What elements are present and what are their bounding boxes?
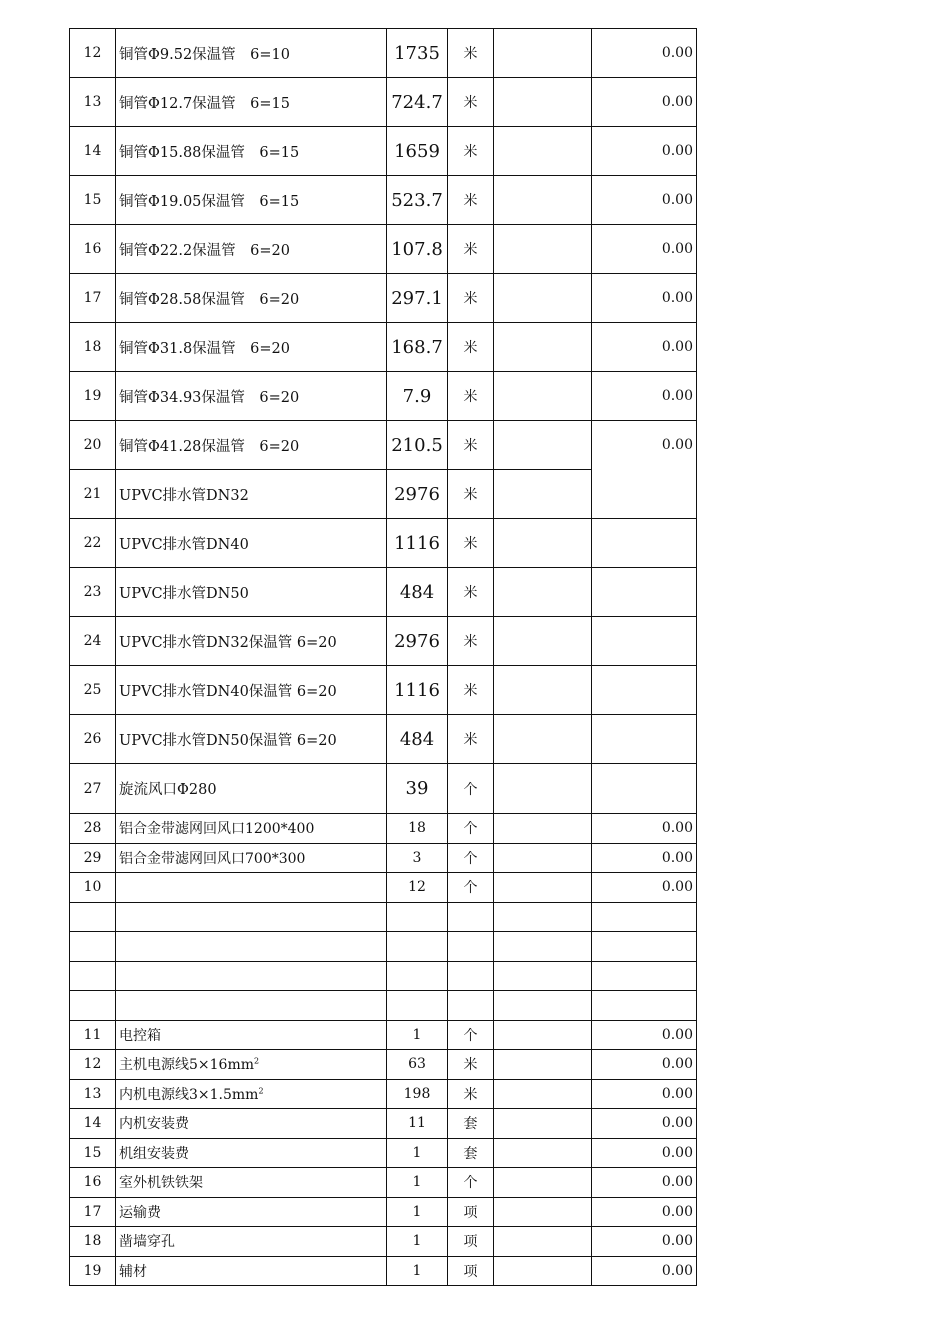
table-row — [70, 873, 697, 903]
item-name-text: UPVC排水管DN50 — [119, 585, 249, 602]
unit: 个 — [448, 814, 494, 844]
unit-price — [494, 1050, 592, 1080]
empty-cell — [494, 932, 592, 962]
row-number: 12 — [70, 1050, 116, 1080]
item-name — [116, 873, 387, 903]
empty-cell — [448, 991, 494, 1021]
unit-price — [494, 568, 592, 617]
item-name-text: 铜管Φ9.52保温管 6=10 — [119, 46, 290, 63]
item-name — [116, 666, 387, 715]
empty-row — [70, 961, 697, 991]
amount — [592, 617, 697, 666]
table-row — [70, 568, 697, 617]
item-name — [116, 274, 387, 323]
quantity: 1 — [387, 1020, 448, 1050]
amount — [592, 568, 697, 617]
quantity: 1 — [387, 1168, 448, 1198]
unit: 个 — [448, 1020, 494, 1050]
row-number: 20 — [70, 421, 116, 470]
quantity-table — [69, 28, 697, 1286]
row-number: 15 — [70, 176, 116, 225]
item-name — [116, 421, 387, 470]
table-row — [70, 1256, 697, 1286]
item-name — [116, 372, 387, 421]
item-name-text: 铜管Φ34.93保温管 6=20 — [119, 389, 300, 406]
empty-cell — [387, 902, 448, 932]
row-number: 28 — [70, 814, 116, 844]
row-number: 12 — [70, 29, 116, 78]
table-row — [70, 274, 697, 323]
row-number: 27 — [70, 764, 116, 814]
quantity: 11 — [387, 1109, 448, 1139]
empty-cell — [592, 991, 697, 1021]
amount: 0.00 — [592, 1227, 697, 1257]
unit: 米 — [448, 225, 494, 274]
row-number: 21 — [70, 470, 116, 519]
item-name-text: 凿墙穿孔 — [119, 1234, 175, 1251]
item-name-text: 铜管Φ28.58保温管 6=20 — [119, 291, 300, 308]
item-name — [116, 1138, 387, 1168]
unit: 米 — [448, 29, 494, 78]
quantity: 2976 — [387, 617, 448, 666]
row-number: 29 — [70, 843, 116, 873]
item-name — [116, 1227, 387, 1257]
quantity: 168.7 — [387, 323, 448, 372]
quantity: 484 — [387, 568, 448, 617]
empty-cell — [116, 961, 387, 991]
table-row — [70, 78, 697, 127]
unit-price — [494, 1168, 592, 1198]
unit-price — [494, 470, 592, 519]
row-number: 13 — [70, 1079, 116, 1109]
unit-price — [494, 127, 592, 176]
item-name-text: 铜管Φ22.2保温管 6=20 — [119, 242, 290, 259]
row-number: 25 — [70, 666, 116, 715]
unit-price — [494, 225, 592, 274]
amount: 0.00 — [592, 29, 697, 78]
unit-price — [494, 666, 592, 715]
unit-price — [494, 29, 592, 78]
row-number: 24 — [70, 617, 116, 666]
row-number: 22 — [70, 519, 116, 568]
table-row — [70, 617, 697, 666]
quantity: 3 — [387, 843, 448, 873]
unit: 个 — [448, 1168, 494, 1198]
item-name-text: 主机电源线5×16mm — [119, 1057, 255, 1074]
unit-price — [494, 1227, 592, 1257]
item-name-text: 机组安装费 — [119, 1145, 189, 1162]
item-name-text: UPVC排水管DN50保温管 6=20 — [119, 732, 337, 749]
amount — [592, 666, 697, 715]
quantity: 107.8 — [387, 225, 448, 274]
item-name-text: 辅材 — [119, 1263, 147, 1280]
unit-price — [494, 1138, 592, 1168]
row-number: 18 — [70, 323, 116, 372]
row-number: 18 — [70, 1227, 116, 1257]
quantity: 724.7 — [387, 78, 448, 127]
item-name-text: 铜管Φ41.28保温管 6=20 — [119, 438, 300, 455]
row-number: 16 — [70, 225, 116, 274]
unit-price — [494, 1109, 592, 1139]
unit-price — [494, 519, 592, 568]
table-row — [70, 1227, 697, 1257]
item-name-text: 铜管Φ19.05保温管 6=15 — [119, 193, 300, 210]
unit: 米 — [448, 519, 494, 568]
unit: 米 — [448, 568, 494, 617]
table-row — [70, 323, 697, 372]
quantity: 1659 — [387, 127, 448, 176]
amount: 0.00 — [592, 873, 697, 903]
superscript: 2 — [254, 1056, 260, 1066]
unit-price — [494, 1197, 592, 1227]
empty-cell — [448, 902, 494, 932]
row-number: 23 — [70, 568, 116, 617]
quantity: 1116 — [387, 666, 448, 715]
item-name — [116, 323, 387, 372]
quantity: 1735 — [387, 29, 448, 78]
quantity: 12 — [387, 873, 448, 903]
empty-cell — [116, 991, 387, 1021]
amount: 0.00 — [592, 274, 697, 323]
table-row — [70, 519, 697, 568]
item-name — [116, 568, 387, 617]
unit-price — [494, 421, 592, 470]
item-name — [116, 814, 387, 844]
table-row — [70, 1168, 697, 1198]
table-row — [70, 29, 697, 78]
item-name-text: UPVC排水管DN40 — [119, 536, 249, 553]
amount — [592, 470, 697, 519]
row-number: 10 — [70, 873, 116, 903]
row-number: 14 — [70, 1109, 116, 1139]
unit: 套 — [448, 1109, 494, 1139]
unit: 米 — [448, 127, 494, 176]
unit: 米 — [448, 715, 494, 764]
amount: 0.00 — [592, 1256, 697, 1286]
amount: 0.00 — [592, 176, 697, 225]
superscript: 2 — [258, 1086, 264, 1096]
item-name — [116, 519, 387, 568]
item-name — [116, 127, 387, 176]
empty-cell — [494, 991, 592, 1021]
amount: 0.00 — [592, 814, 697, 844]
table-row — [70, 715, 697, 764]
amount: 0.00 — [592, 1197, 697, 1227]
empty-cell — [592, 902, 697, 932]
unit: 项 — [448, 1256, 494, 1286]
unit: 米 — [448, 666, 494, 715]
quantity: 210.5 — [387, 421, 448, 470]
unit: 个 — [448, 873, 494, 903]
quantity: 2976 — [387, 470, 448, 519]
empty-cell — [494, 902, 592, 932]
table-row — [70, 1197, 697, 1227]
amount — [592, 715, 697, 764]
empty-row — [70, 902, 697, 932]
item-name — [116, 1079, 387, 1109]
item-name — [116, 176, 387, 225]
amount: 0.00 — [592, 1109, 697, 1139]
item-name-text: 铜管Φ15.88保温管 6=15 — [119, 144, 300, 161]
item-name — [116, 78, 387, 127]
empty-cell — [70, 961, 116, 991]
unit-price — [494, 1020, 592, 1050]
table-row — [70, 372, 697, 421]
quantity: 1 — [387, 1197, 448, 1227]
table-row — [70, 470, 697, 519]
item-name-text: 电控箱 — [119, 1027, 161, 1044]
item-name — [116, 1020, 387, 1050]
row-number: 19 — [70, 1256, 116, 1286]
empty-row — [70, 932, 697, 962]
table-row — [70, 666, 697, 715]
table-row — [70, 421, 697, 470]
unit: 米 — [448, 274, 494, 323]
amount: 0.00 — [592, 1138, 697, 1168]
unit-price — [494, 1256, 592, 1286]
item-name — [116, 1197, 387, 1227]
unit: 米 — [448, 1050, 494, 1080]
item-name-text: UPVC排水管DN40保温管 6=20 — [119, 683, 337, 700]
row-number: 13 — [70, 78, 116, 127]
quantity: 7.9 — [387, 372, 448, 421]
amount: 0.00 — [592, 78, 697, 127]
quantity: 1 — [387, 1138, 448, 1168]
row-number: 19 — [70, 372, 116, 421]
quantity: 63 — [387, 1050, 448, 1080]
table-row — [70, 1138, 697, 1168]
unit-price — [494, 814, 592, 844]
item-name-text: UPVC排水管DN32保温管 6=20 — [119, 634, 337, 651]
table-row — [70, 127, 697, 176]
empty-cell — [116, 902, 387, 932]
quantity: 297.1 — [387, 274, 448, 323]
empty-cell — [448, 932, 494, 962]
amount: 0.00 — [592, 421, 697, 470]
quantity: 39 — [387, 764, 448, 814]
empty-cell — [387, 991, 448, 1021]
item-name — [116, 1050, 387, 1080]
row-number: 26 — [70, 715, 116, 764]
unit-price — [494, 764, 592, 814]
item-name — [116, 1256, 387, 1286]
amount: 0.00 — [592, 127, 697, 176]
table-row — [70, 176, 697, 225]
quantity: 523.7 — [387, 176, 448, 225]
unit-price — [494, 1079, 592, 1109]
table-row — [70, 814, 697, 844]
item-name-text: UPVC排水管DN32 — [119, 487, 249, 504]
quantity: 198 — [387, 1079, 448, 1109]
unit: 个 — [448, 843, 494, 873]
item-name-text: 室外机铁铁架 — [119, 1175, 203, 1192]
table-row — [70, 843, 697, 873]
empty-cell — [70, 991, 116, 1021]
unit-price — [494, 617, 592, 666]
item-name-text: 铜管Φ12.7保温管 6=15 — [119, 95, 290, 112]
quantity: 1 — [387, 1256, 448, 1286]
item-name — [116, 1168, 387, 1198]
unit-price — [494, 372, 592, 421]
amount: 0.00 — [592, 1050, 697, 1080]
empty-cell — [592, 961, 697, 991]
row-number: 14 — [70, 127, 116, 176]
table-row — [70, 1050, 697, 1080]
amount: 0.00 — [592, 1020, 697, 1050]
row-number: 17 — [70, 274, 116, 323]
quantity: 18 — [387, 814, 448, 844]
item-name-text: 运输费 — [119, 1204, 161, 1221]
amount — [592, 764, 697, 814]
item-name — [116, 29, 387, 78]
unit: 个 — [448, 764, 494, 814]
table-row — [70, 1109, 697, 1139]
amount: 0.00 — [592, 843, 697, 873]
empty-cell — [70, 902, 116, 932]
amount: 0.00 — [592, 1079, 697, 1109]
amount: 0.00 — [592, 323, 697, 372]
item-name-text: 内机电源线3×1.5mm — [119, 1086, 259, 1103]
item-name — [116, 764, 387, 814]
empty-cell — [494, 961, 592, 991]
unit: 米 — [448, 372, 494, 421]
amount: 0.00 — [592, 225, 697, 274]
unit-price — [494, 78, 592, 127]
row-number: 15 — [70, 1138, 116, 1168]
amount: 0.00 — [592, 1168, 697, 1198]
unit: 米 — [448, 617, 494, 666]
item-name — [116, 843, 387, 873]
unit: 米 — [448, 176, 494, 225]
item-name-text: 旋流风口Φ280 — [119, 782, 217, 798]
item-name-text: 内机安装费 — [119, 1116, 189, 1133]
quantity: 484 — [387, 715, 448, 764]
unit-price — [494, 176, 592, 225]
item-name — [116, 617, 387, 666]
empty-cell — [116, 932, 387, 962]
table-row — [70, 764, 697, 814]
unit: 项 — [448, 1227, 494, 1257]
unit: 米 — [448, 1079, 494, 1109]
empty-row — [70, 991, 697, 1021]
table-row — [70, 225, 697, 274]
item-name-text: 铝合金带滤网回风口700*300 — [119, 850, 306, 867]
empty-cell — [592, 932, 697, 962]
unit-price — [494, 323, 592, 372]
row-number: 17 — [70, 1197, 116, 1227]
unit: 套 — [448, 1138, 494, 1168]
quantity: 1 — [387, 1227, 448, 1257]
unit: 米 — [448, 78, 494, 127]
table-row — [70, 1020, 697, 1050]
unit: 米 — [448, 323, 494, 372]
empty-cell — [387, 932, 448, 962]
unit-price — [494, 274, 592, 323]
unit-price — [494, 843, 592, 873]
unit: 项 — [448, 1197, 494, 1227]
unit-price — [494, 715, 592, 764]
amount — [592, 519, 697, 568]
item-name — [116, 1109, 387, 1139]
empty-cell — [448, 961, 494, 991]
unit: 米 — [448, 470, 494, 519]
item-name — [116, 715, 387, 764]
table-row — [70, 1079, 697, 1109]
item-name-text: 铜管Φ31.8保温管 6=20 — [119, 340, 290, 357]
item-name — [116, 470, 387, 519]
quantity: 1116 — [387, 519, 448, 568]
amount: 0.00 — [592, 372, 697, 421]
empty-cell — [70, 932, 116, 962]
row-number: 16 — [70, 1168, 116, 1198]
row-number: 11 — [70, 1020, 116, 1050]
unit-price — [494, 873, 592, 903]
item-name — [116, 225, 387, 274]
item-name-text: 铝合金带滤网回风口1200*400 — [119, 821, 315, 838]
empty-cell — [387, 961, 448, 991]
unit: 米 — [448, 421, 494, 470]
